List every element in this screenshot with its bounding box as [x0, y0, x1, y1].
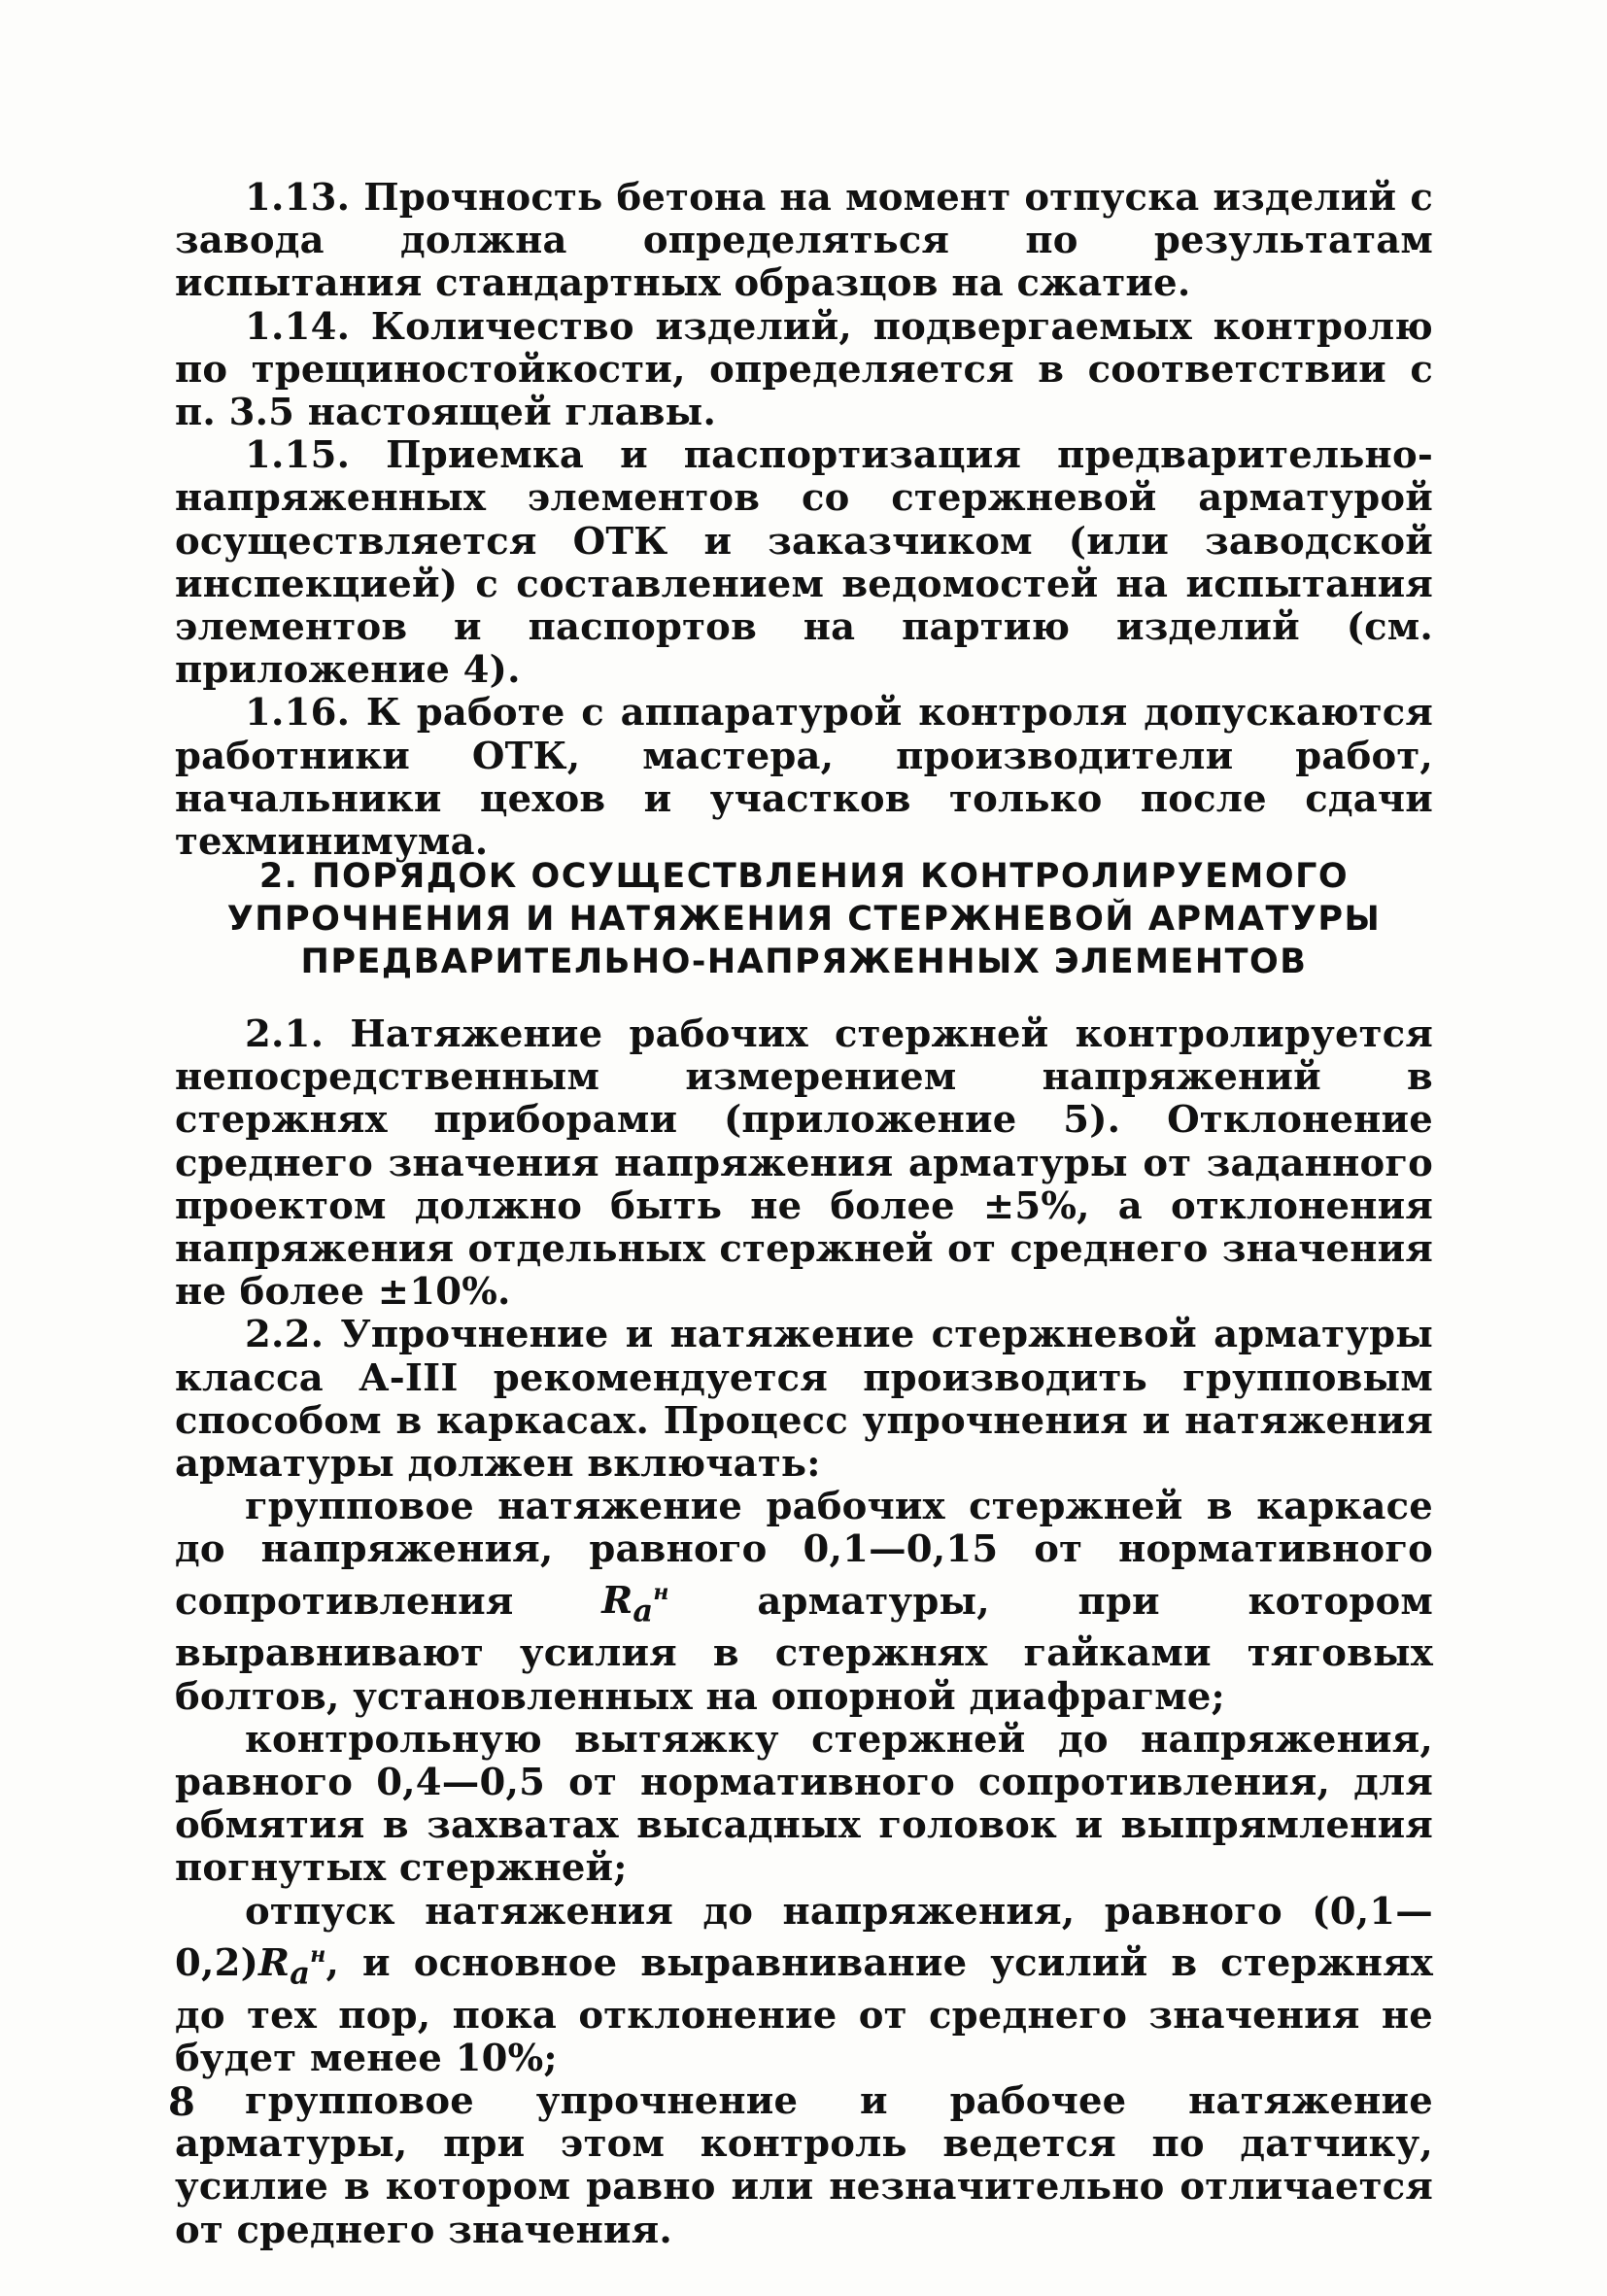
- section-title: [175, 855, 1433, 984]
- list-item-release-tension: [175, 1891, 1433, 2080]
- list-item-control-stretch: контрольную вытяжку стержней до напряжения, равного 0,4—0,5 от нормативного сопротивления, для обмятия в захватах высадных головок и выпрямления погнутых стержней;: [175, 1717, 1433, 1891]
- section-title-line-3: ПРЕДВАРИТЕЛЬНО-НАПРЯЖЕННЫХ ЭЛЕМЕНТОВ: [300, 942, 1308, 982]
- list-item-group-strengthening: групповое упрочнение и рабочее натяжение арматуры, при этом контроль ведется по датчику, усилие в котором равно или незначительно отличается от среднего значения.: [175, 2078, 1433, 2252]
- paragraph-2-2: 2.2. Упрочнение и натяжение стержневой арматуры класса А-III рекомендуется производить групповым способом в каркасах. Процесс упрочнения и натяжения арматуры должен включать:: [175, 1313, 1433, 1487]
- paragraph-1-14: 1.14. Количество изделий, подвергаемых контролю по трещиностойкости, определяется в соответствии с п. 3.5 настоящей главы.: [175, 304, 1433, 435]
- resistance-symbol: $R_а^н$: [601, 1579, 669, 1630]
- paragraph-1-15: 1.15. Приемка и паспортизация предварительно-напряженных элементов со стержневой арматурой осуществляется ОТК и заказчиком (или заводской инспекцией) с составлением ведомостей на испытания элементов и паспортов на партию изделий (см. приложение 4).: [175, 433, 1433, 693]
- paragraph-1-16: 1.16. К работе с аппаратурой контроля допускаются работники ОТК, мастера, производители работ, начальники цехов и участков только после сдачи техминимума.: [175, 691, 1433, 865]
- list-item-release-tension-text-end: , и основное выравнивание усилий в стержнях до тех пор, пока отклонение от среднего значения не будет менее 10%;: [175, 1940, 1433, 2080]
- list-item-release-tension-text: отпуск натяжения до напряжения, равного (0,1—0,2): [175, 1889, 1433, 1985]
- paragraph-1-13: 1.13. Прочность бетона на момент отпуска изделий с завода должна определяться по результатам испытания стандартных образцов на сжатие.: [175, 176, 1433, 306]
- section-heading-block: [175, 855, 1433, 998]
- section-body: [175, 1013, 1433, 2252]
- section-title-line-1: 2. ПОРЯДОК ОСУЩЕСТВЛЕНИЯ КОНТРОЛИРУЕМОГО: [258, 857, 1350, 896]
- section-title-line-2: УПРОЧНЕНИЯ И НАТЯЖЕНИЯ СТЕРЖНЕВОЙ АРМАТУРЫ: [226, 900, 1382, 940]
- resistance-symbol-2: $R_а^н$: [258, 1940, 326, 1992]
- list-item-group-tension: [175, 1486, 1433, 1719]
- top-paragraphs: [175, 177, 1433, 864]
- paragraph-2-1: 2.1. Натяжение рабочих стержней контролируется непосредственным измерением напряжений в стержнях приборами (приложение 5). Отклонение среднего значения напряжения арматуры от заданного проектом должно быть не более ±5%, а отклонения напряжения отдельных стержней от среднего значения не более ±10%.: [175, 1012, 1433, 1315]
- page-number: 8: [168, 2079, 195, 2125]
- list-item-group-tension-text: групповое натяжение рабочих стержней в каркасе до напряжения, равного 0,1—0,15 от нормативного сопротивления: [175, 1485, 1433, 1624]
- list-item-group-tension-text-end: арматуры, при котором выравнивают усилия в стержнях гайками тяговых болтов, установленных на опорной диафрагме;: [175, 1579, 1433, 1719]
